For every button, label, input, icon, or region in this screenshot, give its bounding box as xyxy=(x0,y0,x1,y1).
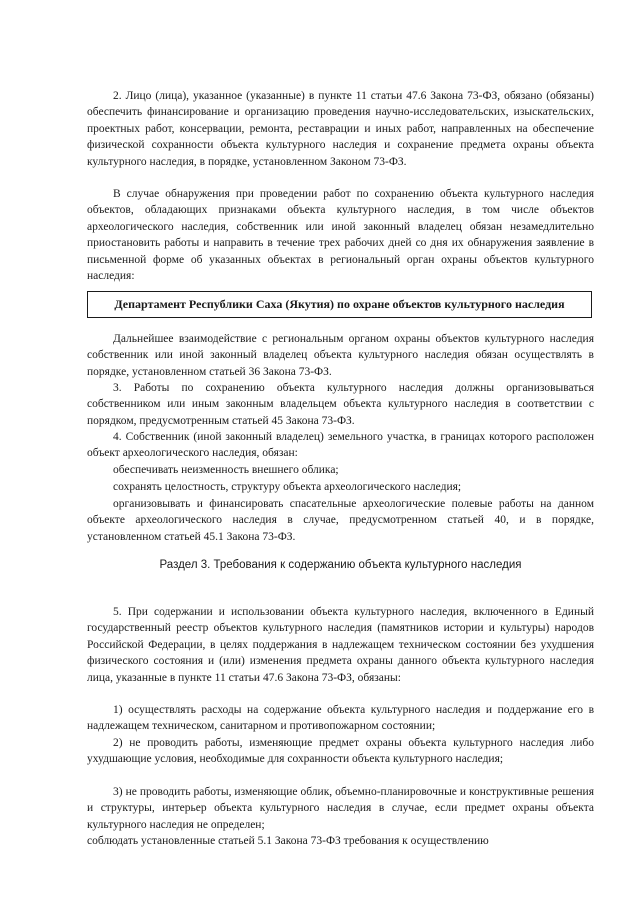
paragraph-item-2: 2) не проводить работы, изменяющие предмет охраны объекта культурного наследия либо ухудшающие условия, необходимые для сохранности объекта культурного наследия; xyxy=(87,737,594,766)
paragraph-obligation-rescue: организовывать и финансировать спасательные археологические полевые работы на данном объекте археологического наследия в случае, предусмотренном статьей 40, и в порядке, установленном статьей 45.1 Закона 73-ФЗ. xyxy=(87,498,594,543)
paragraph-obligation-appearance: обеспечивать неизменность внешнего облика; xyxy=(113,464,339,476)
section-heading: Раздел 3. Требования к содержанию объекта культурного наследия xyxy=(159,559,522,571)
paragraph-4: 4. Собственник (иной законный владелец) земельного участка, в границах которого расположен объект археологического наследия, обязан: xyxy=(87,431,594,460)
paragraph-item-3: 3) не проводить работы, изменяющие облик, объемно-планировочные и конструктивные решения и структуры, интерьер объекта культурного наследия в случае, если предмет охраны объекта культурного наследия не определен; xyxy=(87,786,594,831)
department-name: Департамент Республики Саха (Якутия) по охране объектов культурного наследия xyxy=(114,297,565,311)
paragraph-3: 3. Работы по сохранению объекта культурного наследия должны организовываться собственником или иным законным владельцем объекта культурного наследия в соответствии с порядком, предусмотренным статьей 45 Закона 73-ФЗ. xyxy=(87,382,594,427)
paragraph-interaction: Дальнейшее взаимодействие с региональным органом охраны объектов культурного наследия собственник или иной законный владелец объекта культурного наследия обязан осуществлять в порядке, установленном статьей 36 Закона 73-ФЗ. xyxy=(87,333,594,378)
department-box xyxy=(87,291,592,318)
paragraph-compliance: соблюдать установленные статьей 5.1 Закона 73-ФЗ требования к осуществлению xyxy=(87,835,489,847)
paragraph-obligation-integrity: сохранять целостность, структуру объекта археологического наследия; xyxy=(113,481,462,493)
paragraph-item-1: 1) осуществлять расходы на содержание объекта культурного наследия и поддержание его в надлежащем техническом, санитарном и противопожарном состоянии; xyxy=(87,704,594,733)
paragraph-5: 5. При содержании и использовании объекта культурного наследия, включенного в Единый государственный реестр объектов культурного наследия (памятников истории и культуры) народов Российской Федерации, в целях поддержания в надлежащем техническом состоянии без ухудшения физического состояния и (или) изменения предмета охраны данного объекта культурного наследия лица, указанные в пункте 11 статьи 47.6 Закона 73-ФЗ, обязаны: xyxy=(87,606,594,684)
paragraph-2: 2. Лицо (лица), указанное (указанные) в пункте 11 статьи 47.6 Закона 73-ФЗ, обязано (обязаны) обеспечить финансирование и организацию проведения научно-исследовательских, изыскательских, проектных работ, консервации, ремонта, реставрации и иных работ, направленных на обеспечение физической сохранности объекта культурного наследия и сохранение предмета охраны объекта культурного наследия, в порядке, установленном Законом 73-ФЗ. xyxy=(87,90,594,168)
paragraph-discovery: В случае обнаружения при проведении работ по сохранению объекта культурного наследия объектов, обладающих признаками объекта культурного наследия, в том числе объектов археологического наследия, собственник или иной законный владелец обязан незамедлительно приостановить работы и направить в течение трех рабочих дней со дня их обнаружения заявление в письменной форме об указанных объектах в региональный орган охраны объектов культурного наследия: xyxy=(87,188,594,283)
